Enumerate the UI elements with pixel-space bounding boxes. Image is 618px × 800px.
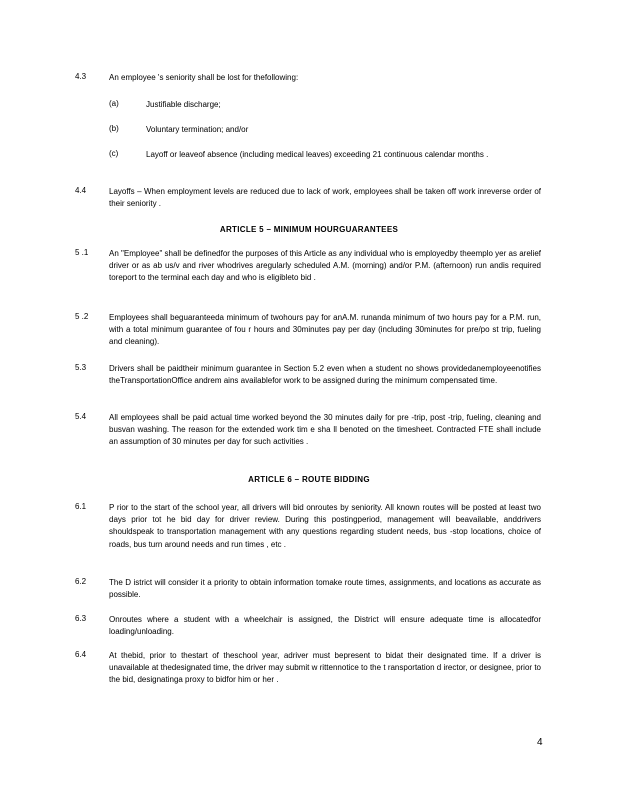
section-number: 6.2: [75, 577, 87, 586]
list-item-text: Justifiable discharge;: [146, 100, 221, 109]
list-item-label: (c): [109, 149, 119, 158]
list-item-text: Voluntary termination; and/or: [146, 125, 249, 134]
section-text: Drivers shall be paidtheir minimum guarantee in Section 5.2 even when a student no shows providedanemployeenotifies theTransportationOffice andrem ains availablefor work to be assigned during the minimum compensated time.: [109, 364, 541, 386]
section-number: 5.3: [75, 363, 87, 372]
section-number: 6.4: [75, 650, 87, 659]
section-text: An "Employee" shall be definedfor the purposes of this Article as any individual who is employedby theemplo yer as arelief driver or as ab us/v and river whodrives aregularly scheduled A.M. (morning) and/or P.M. (afternoon) run andis required toreport to the terminal each day and who is eligibleto bid .: [109, 249, 541, 283]
article-heading: ARTICLE 5 – MINIMUM HOURGUARANTEES: [219, 225, 399, 234]
section-text: All employees shall be paid actual time worked beyond the 30 minutes daily for pre -trip, post -trip, fueling, cleaning and busvan washing. The reason for the extended work tim e sha ll benoted on the timesheet. Contracted FTE shall include an assumption of 30 minutes per day for such activities .: [109, 413, 541, 447]
section-text: Layoffs – When employment levels are reduced due to lack of work, employees shall be taken off work inreverse order of their seniority .: [109, 187, 541, 209]
section-number: 5.4: [75, 412, 87, 421]
page-number: 4: [537, 737, 543, 748]
section-number: 5 .1: [75, 248, 89, 257]
section-text: Onroutes where a student with a wheelchair is assigned, the District will ensure adequate time is allocatedfor loading/unloading.: [109, 615, 541, 637]
section-number: 6.1: [75, 502, 87, 511]
list-item-label: (a): [109, 99, 119, 108]
list-item-label: (b): [109, 124, 119, 133]
section-number: 4.3: [75, 72, 87, 81]
section-text: The D istrict will consider it a priority to obtain information tomake route times, assignments, and locations as accurate as possible.: [109, 578, 541, 600]
section-text: P rior to the start of the school year, all drivers will bid onroutes by seniority. All known routes will be posted at least two days prior tot he bid day for driver review. During this postingperiod, management will beavailable, anddrivers shouldspeak to transportation management with any questions regarding student needs, bus -stop locations, choice of roads, bus turn around needs and run times , etc .: [109, 503, 541, 549]
section-number: 5 .2: [75, 312, 89, 321]
section-number: 6.3: [75, 614, 87, 623]
section-text: At thebid, prior to thestart of theschool year, adriver must bepresent to bidat their designated time. If a driver is unavailable at thedesignated time, the driver may submit w rittennotice to the t ransportation d irector, or designee, prior to the bid, designatinga proxy to bidfor him or her .: [109, 651, 541, 685]
list-item-text: Layoff or leaveof absence (including medical leaves) exceeding 21 continuous calendar months .: [146, 150, 489, 159]
section-number: 4.4: [75, 186, 87, 195]
section-text: Employees shall beguaranteeda minimum of twohours pay for anA.M. runanda minimum of two hours pay for a P.M. run, with a total minimum guarantee of fou r hours and 30minutes pay per day (including 30minutes for pre/po st trip, fueling and cleaning).: [109, 313, 541, 347]
article-heading: ARTICLE 6 – ROUTE BIDDING: [248, 475, 370, 484]
section-text: An employee 's seniority shall be lost for thefollowing:: [109, 73, 299, 82]
